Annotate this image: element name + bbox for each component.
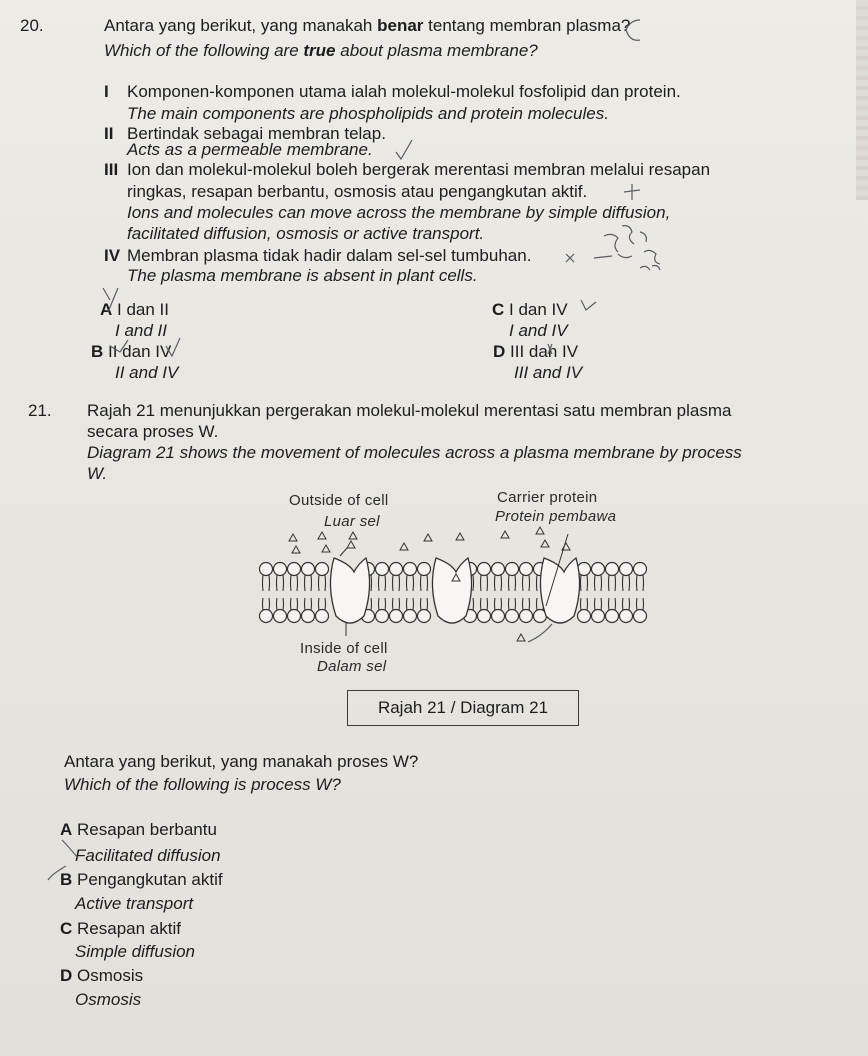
tick-mark-icon	[48, 840, 78, 880]
phospholipid-tail	[407, 575, 414, 591]
phospholipid-tail	[495, 598, 502, 610]
question-21-stem-ms-line2: secara proses W.	[87, 422, 219, 441]
statement-iii-ms-line2: ringkas, resapan berbantu, osmosis atau pengangkutan aktif.	[127, 182, 588, 201]
phospholipid-head	[478, 563, 491, 576]
molecule-triangle	[400, 543, 408, 550]
label-outside-of-cell: Outside of cell	[289, 492, 389, 509]
phospholipid-head	[376, 563, 389, 576]
phospholipid-head	[288, 610, 301, 623]
phospholipid-head	[316, 610, 329, 623]
phospholipid-head	[578, 610, 591, 623]
statement-iii-numeral: III	[104, 160, 119, 179]
phospholipid-tail	[509, 575, 516, 591]
phospholipid-tail	[263, 575, 270, 591]
phospholipid-head	[634, 563, 647, 576]
phospholipid-head	[620, 610, 633, 623]
molecule-triangle	[456, 533, 464, 540]
phospholipid-tail	[595, 598, 602, 610]
phospholipid-head	[260, 563, 273, 576]
carrier-protein	[330, 558, 369, 623]
question-21-stem-en-line1: Diagram 21 shows the movement of molecules across a plasma membrane by process	[87, 443, 742, 462]
statement-ii-en: Acts as a permeable membrane.	[127, 140, 373, 159]
question-21-stem-ms-line1: Rajah 21 menunjukkan pergerakan molekul-molekul merentasi satu membran plasma	[87, 401, 732, 420]
q20-option-b-en: II and IV	[115, 363, 179, 382]
question-20-number: 20.	[20, 16, 44, 35]
carrier-protein	[432, 558, 471, 623]
phospholipid-tail	[609, 575, 616, 591]
phospholipid-head	[274, 610, 287, 623]
statement-iii-en-line1: Ions and molecules can move across the membrane by simple diffusion,	[127, 203, 671, 222]
phospholipid-head	[520, 610, 533, 623]
phospholipid-tail	[495, 575, 502, 591]
phospholipid-head	[316, 563, 329, 576]
phospholipid-tail	[407, 598, 414, 610]
statement-iv-en: The plasma membrane is absent in plant cells.	[127, 266, 478, 285]
phospholipid-tail	[609, 598, 616, 610]
phospholipid-head	[506, 563, 519, 576]
question-21-ask-ms: Antara yang berikut, yang manakah proses W?	[64, 752, 419, 771]
label-carrier-protein: Carrier protein	[497, 489, 598, 506]
label-protein-pembawa: Protein pembawa	[495, 508, 617, 525]
phospholipid-head	[418, 610, 431, 623]
molecule-triangle	[541, 540, 549, 547]
phospholipid-head	[478, 610, 491, 623]
phospholipid-tail	[379, 575, 386, 591]
q21-option-a[interactable]: A Resapan berbantu	[60, 820, 217, 839]
statement-i-ms: Komponen-komponen utama ialah molekul-molekul fosfolipid dan protein.	[127, 82, 681, 101]
phospholipid-tail	[623, 575, 630, 591]
statement-i-numeral: I	[104, 82, 109, 101]
molecule-triangle	[501, 531, 509, 538]
statement-ii-ms: Bertindak sebagai membran telap.	[127, 124, 386, 143]
question-20-stem-ms: Antara yang berikut, yang manakah benar tentang membran plasma?	[104, 16, 631, 35]
phospholipid-head	[492, 563, 505, 576]
label-inside-of-cell: Inside of cell	[300, 640, 388, 657]
phospholipid-head	[390, 563, 403, 576]
phospholipid-head	[404, 563, 417, 576]
phospholipid-tail	[421, 598, 428, 610]
phospholipid-tail	[305, 575, 312, 591]
molecule-triangle	[292, 546, 300, 553]
q21-option-c-en: Simple diffusion	[75, 942, 196, 961]
phospholipid-head	[506, 610, 519, 623]
label-dalam-sel: Dalam sel	[317, 658, 387, 675]
phospholipid-tail	[581, 575, 588, 591]
carrier-protein	[540, 558, 579, 623]
label-luar-sel: Luar sel	[324, 513, 380, 530]
q21-option-c[interactable]: C Resapan aktif	[60, 919, 181, 938]
phospholipid-tail	[481, 575, 488, 591]
molecule-triangle	[318, 532, 326, 539]
phospholipid-head	[404, 610, 417, 623]
q21-option-d-en: Osmosis	[75, 990, 142, 1009]
phospholipid-head	[418, 563, 431, 576]
molecule-triangle	[347, 541, 355, 548]
q21-option-b-en: Active transport	[75, 894, 194, 913]
q20-option-c-en: I and IV	[509, 321, 568, 340]
statement-i-en: The main components are phospholipids and protein molecules.	[127, 104, 609, 123]
phospholipid-tail	[263, 598, 270, 610]
q20-option-a-en: I and II	[115, 321, 167, 340]
phospholipid-head	[390, 610, 403, 623]
phospholipid-tail	[277, 598, 284, 610]
q21-option-b[interactable]: B Pengangkutan aktif	[60, 870, 223, 889]
phospholipid-head	[288, 563, 301, 576]
statement-iv-numeral: IV	[104, 246, 121, 265]
phospholipid-tail	[393, 575, 400, 591]
statement-iii-en-line2: facilitated diffusion, osmosis or active transport.	[127, 224, 485, 243]
statement-iv-ms: Membran plasma tidak hadir dalam sel-sel tumbuhan.	[127, 246, 532, 265]
molecule-triangle	[322, 545, 330, 552]
phospholipid-tail	[277, 575, 284, 591]
phospholipid-tail	[421, 575, 428, 591]
q20-option-c[interactable]: C I dan IV	[492, 300, 568, 319]
phospholipid-tail	[509, 598, 516, 610]
phospholipid-head	[302, 610, 315, 623]
diagram-caption: Rajah 21 / Diagram 21	[347, 690, 579, 726]
phospholipid-tail	[637, 598, 644, 610]
phospholipid-head	[606, 563, 619, 576]
phospholipid-head	[620, 563, 633, 576]
phospholipid-tail	[523, 598, 530, 610]
phospholipid-tail	[595, 575, 602, 591]
question-21-ask-en: Which of the following is process W?	[64, 775, 341, 794]
phospholipid-head	[592, 610, 605, 623]
phospholipid-tail	[523, 575, 530, 591]
phospholipid-tail	[319, 598, 326, 610]
molecule-triangle	[349, 532, 357, 539]
q20-option-d-en: III and IV	[514, 363, 583, 382]
molecule-triangle	[424, 534, 432, 541]
phospholipid-tail	[623, 598, 630, 610]
phospholipid-tail	[291, 575, 298, 591]
phospholipid-head	[592, 563, 605, 576]
phospholipid-head	[492, 610, 505, 623]
q20-option-b[interactable]: B II dan IV	[91, 342, 172, 361]
phospholipid-tail	[581, 598, 588, 610]
phospholipid-head	[606, 610, 619, 623]
phospholipid-tail	[319, 575, 326, 591]
question-21-number: 21.	[28, 401, 52, 420]
phospholipid-tail	[637, 575, 644, 591]
q21-option-d[interactable]: D Osmosis	[60, 966, 144, 985]
phospholipid-tail	[305, 598, 312, 610]
question-21-stem-en-line2: W.	[87, 464, 108, 483]
phospholipid-head	[376, 610, 389, 623]
molecule-triangle	[536, 527, 544, 534]
statement-ii-numeral: II	[104, 124, 114, 143]
phospholipid-tail	[291, 598, 298, 610]
pointer-line	[340, 548, 347, 556]
phospholipid-head	[302, 563, 315, 576]
statement-iii-ms-line1: Ion dan molekul-molekul boleh bergerak merentasi membran melalui resapan	[127, 160, 711, 179]
q21-option-a-en: Facilitated diffusion	[75, 846, 221, 865]
molecule-triangle	[289, 534, 297, 541]
handwritten-arrow	[528, 624, 552, 642]
phospholipid-tail	[379, 598, 386, 610]
phospholipid-head	[520, 563, 533, 576]
handwritten-annotations-q21	[0, 800, 868, 920]
phospholipid-tail	[393, 598, 400, 610]
q20-option-d[interactable]: D III dan IV	[493, 342, 579, 361]
phospholipid-head	[274, 563, 287, 576]
q20-option-a[interactable]: A I dan II	[100, 300, 169, 319]
question-20-stem-en: Which of the following are true about plasma membrane?	[104, 41, 538, 60]
phospholipid-head	[260, 610, 273, 623]
molecule-triangle	[517, 634, 525, 641]
phospholipid-head	[634, 610, 647, 623]
phospholipid-tail	[481, 598, 488, 610]
